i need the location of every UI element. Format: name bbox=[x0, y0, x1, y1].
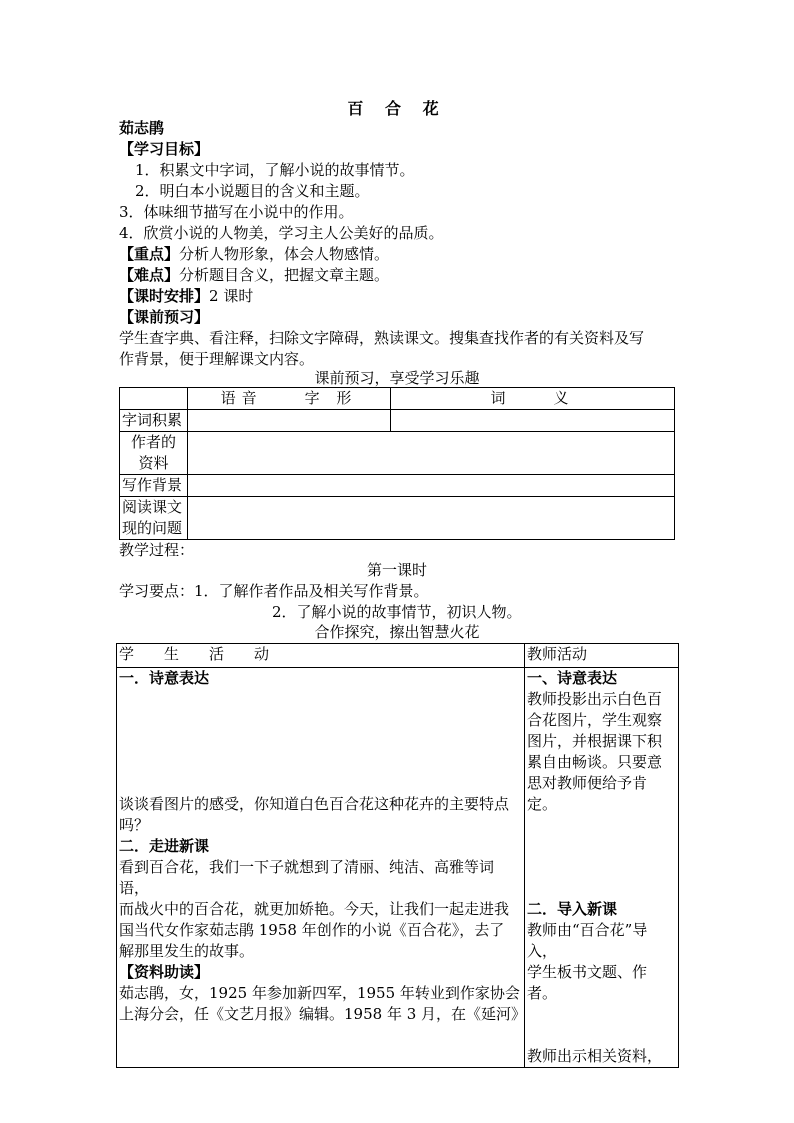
preview-text-line2: 作背景，便于理解课文内容。 bbox=[119, 350, 315, 368]
preview-table-corner bbox=[120, 388, 188, 410]
schedule-label: 【课时安排】 bbox=[119, 287, 210, 305]
key-point-label: 【重点】 bbox=[119, 245, 180, 263]
objective-1: 1．积累文中字词，了解小说的故事情节。 bbox=[135, 161, 415, 179]
lesson1-title: 第一课时 bbox=[366, 561, 427, 579]
document-title: 百 合 花 bbox=[347, 99, 447, 118]
process-label: 教学过程： bbox=[119, 541, 195, 559]
preview-cell[interactable] bbox=[188, 432, 675, 475]
student-text-line: 而战火中的百合花，就更加娇艳。今天，让我们一起走进我 bbox=[119, 900, 510, 918]
activity-caption: 合作探究，擦出智慧火花 bbox=[314, 623, 480, 641]
key-point bbox=[119, 244, 389, 265]
student-text-line: 国当代女作家茹志鹃 1958 年创作的小说《百合花》，去了 bbox=[119, 921, 505, 939]
row-label-line: 阅读课文 bbox=[122, 498, 183, 516]
preview-row-label: 写作背景 bbox=[120, 475, 188, 497]
student-text-line: 看到百合花，我们一下子就想到了清丽、纯洁、高雅等词语， bbox=[119, 858, 495, 897]
student-section-1-heading: 一．诗意表达 bbox=[119, 669, 210, 687]
lesson1-points-1: 学习要点：1．了解作者作品及相关写作背景。 bbox=[119, 582, 429, 600]
difficulty bbox=[119, 265, 389, 286]
teacher-text-line: 学生板书文题、作者。 bbox=[527, 963, 648, 1002]
objective-3: 3．体味细节描写在小说中的作用。 bbox=[119, 203, 354, 221]
student-section-2-heading: 二．走进新课 bbox=[119, 837, 210, 855]
objective-2: 2．明白本小说题目的含义和主题。 bbox=[135, 182, 370, 200]
preview-table-caption: 课前预习，享受学习乐趣 bbox=[314, 369, 480, 387]
teacher-spacer bbox=[527, 1025, 676, 1046]
preview-cell[interactable] bbox=[188, 410, 391, 432]
student-activity-cell bbox=[117, 668, 525, 1068]
preview-text-line1: 学生查字典、看注释，扫除文字障碍，熟读课文。搜集查找作者的有关资料及写 bbox=[119, 329, 645, 347]
teacher-text-line: 累自由畅谈。只要意 bbox=[527, 753, 663, 771]
preview-table-col1-header: 语音 字 形 bbox=[188, 388, 391, 410]
preview-table-col2-header: 词 义 bbox=[391, 388, 675, 410]
student-question-line: 吗？ bbox=[119, 816, 150, 834]
teacher-section-2-heading: 二．导入新课 bbox=[527, 900, 618, 918]
teacher-text-line: 教师出示相关资料， bbox=[527, 1047, 663, 1065]
student-text-line: 解那里发生的故事。 bbox=[119, 942, 255, 960]
schedule bbox=[119, 286, 253, 307]
preview-cell[interactable] bbox=[391, 410, 675, 432]
teacher-activity-header: 教师活动 bbox=[525, 644, 679, 668]
preview-row-label bbox=[120, 497, 188, 540]
teacher-spacer bbox=[527, 815, 676, 899]
student-question-line: 谈谈看图片的感受，你知道白色百合花这种花卉的主要特点 bbox=[119, 795, 510, 813]
student-activity-header: 学 生 活 动 bbox=[117, 644, 525, 668]
key-point-text: 分析人物形象，体会人物感情。 bbox=[179, 245, 390, 263]
objective-4: 4．欣赏小说的人物美，学习主人公美好的品质。 bbox=[119, 224, 444, 242]
preview-heading: 【课前预习】 bbox=[119, 308, 210, 326]
objectives-heading: 【学习目标】 bbox=[119, 140, 210, 158]
difficulty-text: 分析题目含义，把握文章主题。 bbox=[179, 266, 390, 284]
schedule-text: 2 课时 bbox=[209, 287, 254, 305]
teacher-text-line: 图片，并根据课下积 bbox=[527, 732, 663, 750]
teacher-activity-cell bbox=[525, 668, 679, 1068]
preview-cell[interactable] bbox=[188, 497, 675, 540]
difficulty-label: 【难点】 bbox=[119, 266, 180, 284]
teacher-text-line: 教师由“百合花”导 bbox=[527, 921, 648, 939]
lesson1-points-2: 2．了解小说的故事情节，初识人物。 bbox=[272, 603, 522, 621]
image-placeholder bbox=[119, 689, 522, 794]
teacher-text-line: 入， bbox=[527, 942, 558, 960]
row-label-line: 资料 bbox=[138, 454, 169, 472]
author: 茹志鹃 bbox=[119, 119, 165, 137]
teacher-spacer bbox=[527, 1004, 676, 1025]
teacher-text-line: 思对教师便给予肯定。 bbox=[527, 774, 648, 813]
row-label-line: 作者的 bbox=[130, 433, 176, 451]
student-text-line: 茹志鹃，女，1925 年参加新四军，1955 年转业到作家协会 bbox=[119, 984, 520, 1002]
student-section-3-heading: 【资料助读】 bbox=[119, 963, 210, 981]
teacher-text-line: 教师投影出示白色百 bbox=[527, 690, 663, 708]
preview-cell[interactable] bbox=[188, 475, 675, 497]
preview-table bbox=[119, 387, 675, 540]
activity-table bbox=[116, 643, 679, 1068]
preview-row-label bbox=[120, 432, 188, 475]
row-label-line: 现的问题 bbox=[122, 519, 183, 537]
teacher-text-line: 合花图片，学生观察 bbox=[527, 711, 663, 729]
preview-row-label: 字词积累 bbox=[120, 410, 188, 432]
teacher-section-1-heading: 一、诗意表达 bbox=[527, 669, 618, 687]
student-text-line: 上海分会，任《文艺月报》编辑。1958 年 3 月，在《延河》 bbox=[119, 1005, 527, 1023]
